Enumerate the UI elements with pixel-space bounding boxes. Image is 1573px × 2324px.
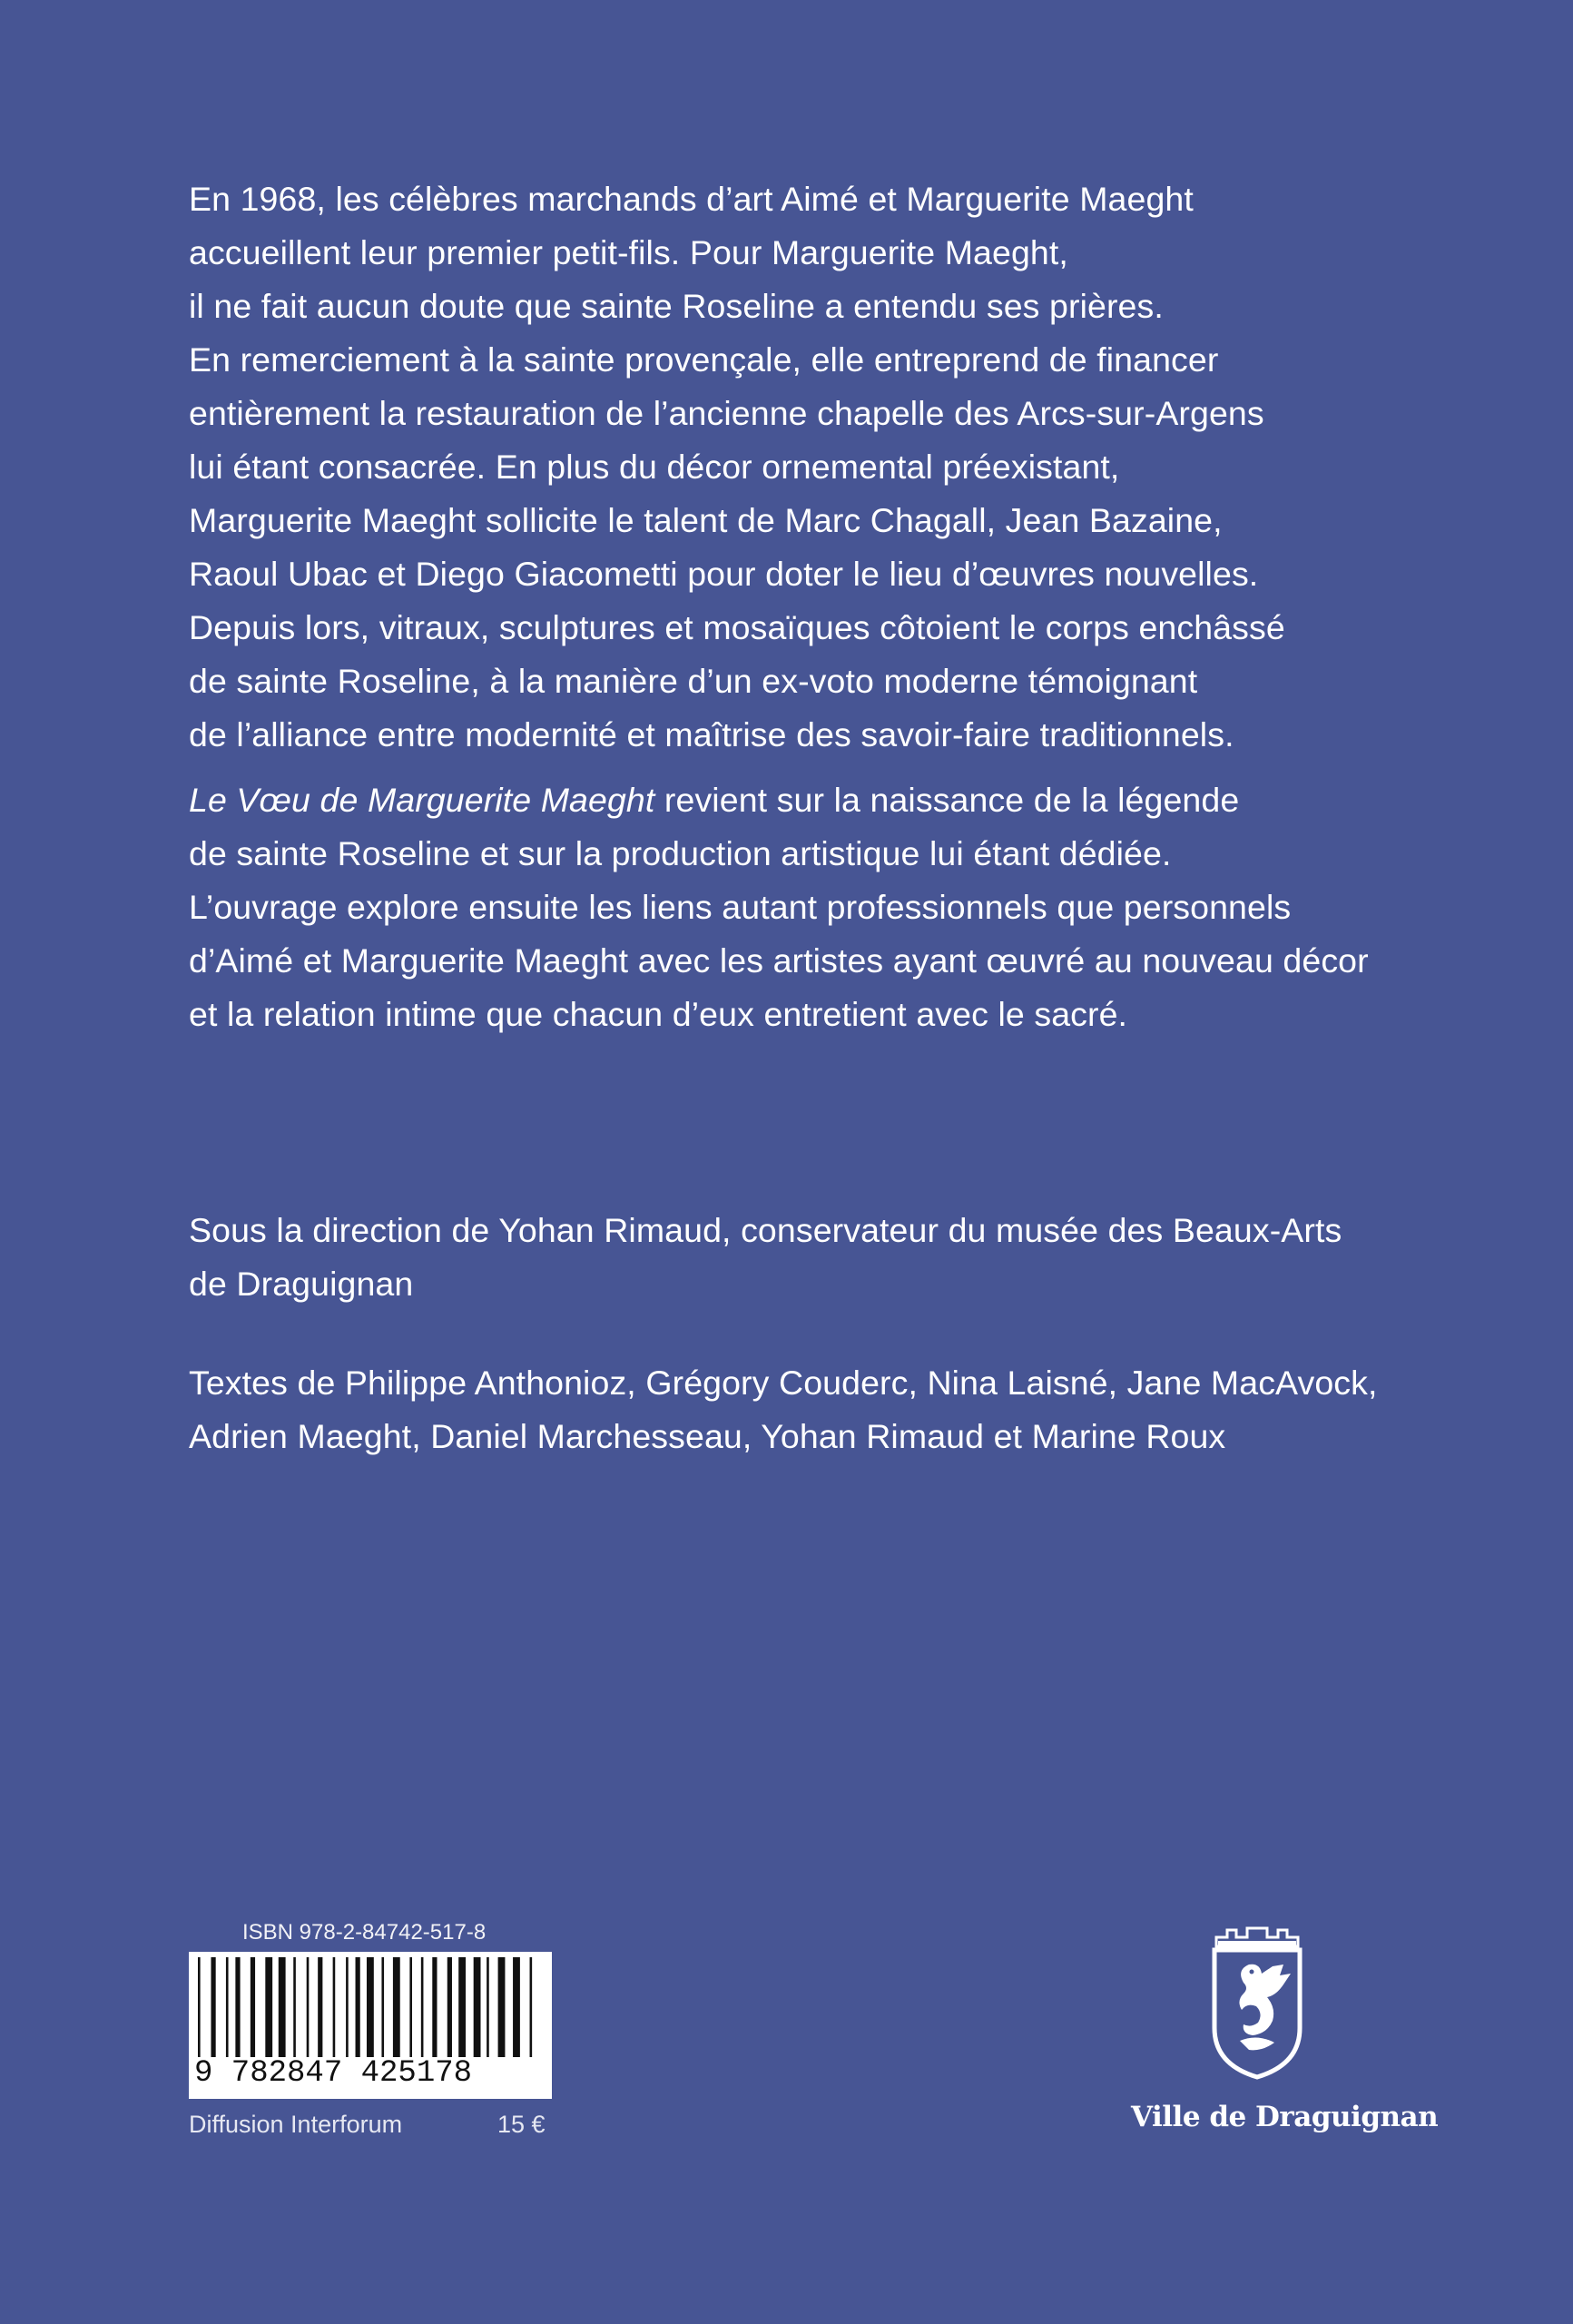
ville-de-draguignan-logo-text: Ville de Draguignan [1131, 2101, 1439, 2133]
barcode-digits: 9 782847 425178 [194, 2056, 473, 2091]
synopsis-line: Marguerite Maeght sollicite le talent de Marc Chagall, Jean Bazaine, [189, 501, 1223, 539]
authors-line: Textes de Philippe Anthonioz, Grégory Couderc, Nina Laisné, Jane MacAvock, [189, 1364, 1378, 1402]
synopsis-paragraph [189, 172, 1285, 762]
synopsis-line: En remerciement à la sainte provençale, elle entreprend de financer [189, 340, 1219, 379]
book-description-paragraph [189, 773, 1369, 1041]
synopsis-line: Raoul Ubac et Diego Giacometti pour doter le lieu d’œuvres nouvelles. [189, 555, 1259, 593]
description-line: de sainte Roseline et sur la production artistique lui étant dédiée. [189, 834, 1172, 872]
town-crest-logo [1189, 1919, 1325, 2081]
direction-line: de Draguignan [189, 1265, 414, 1303]
distribution-label: Diffusion Interforum [189, 2111, 403, 2138]
description-first-line [189, 773, 1369, 827]
price-label: 15 € [497, 2111, 546, 2138]
direction-line: Sous la direction de Yohan Rimaud, conservateur du musée des Beaux-Arts [189, 1211, 1342, 1249]
description-line: et la relation intime que chacun d’eux entretient avec le sacré. [189, 995, 1128, 1033]
synopsis-line: lui étant consacrée. En plus du décor ornemental préexistant, [189, 448, 1120, 486]
synopsis-line: En 1968, les célèbres marchands d’art Aimé et Marguerite Maeght [189, 180, 1194, 218]
synopsis-line: il ne fait aucun doute que sainte Roseline a entendu ses prières. [189, 287, 1164, 325]
authors-credit [189, 1356, 1378, 1463]
synopsis-line: entièrement la restauration de l’ancienne chapelle des Arcs-sur-Argens [189, 394, 1264, 432]
synopsis-line: de l’alliance entre modernité et maîtrise des savoir-faire traditionnels. [189, 715, 1234, 753]
description-first-line-rest: revient sur la naissance de la légende [654, 781, 1240, 819]
barcode-bars [198, 1957, 543, 2057]
authors-line: Adrien Maeght, Daniel Marchesseau, Yohan Rimaud et Marine Roux [189, 1417, 1226, 1455]
editorial-direction [189, 1204, 1342, 1311]
synopsis-line: Depuis lors, vitraux, sculptures et mosaïques côtoient le corps enchâssé [189, 608, 1285, 646]
description-line: L’ouvrage explore ensuite les liens autant professionnels que personnels [189, 888, 1292, 926]
barcode [189, 1952, 552, 2099]
isbn-label: ISBN 978-2-84742-517-8 [242, 1920, 487, 1945]
book-title-italic: Le Vœu de Marguerite Maeght [189, 781, 655, 819]
synopsis-line: accueillent leur premier petit-fils. Pour Marguerite Maeght, [189, 233, 1068, 271]
description-line: d’Aimé et Marguerite Maeght avec les artistes ayant œuvré au nouveau décor [189, 941, 1369, 980]
synopsis-line: de sainte Roseline, à la manière d’un ex-voto moderne témoignant [189, 662, 1198, 700]
